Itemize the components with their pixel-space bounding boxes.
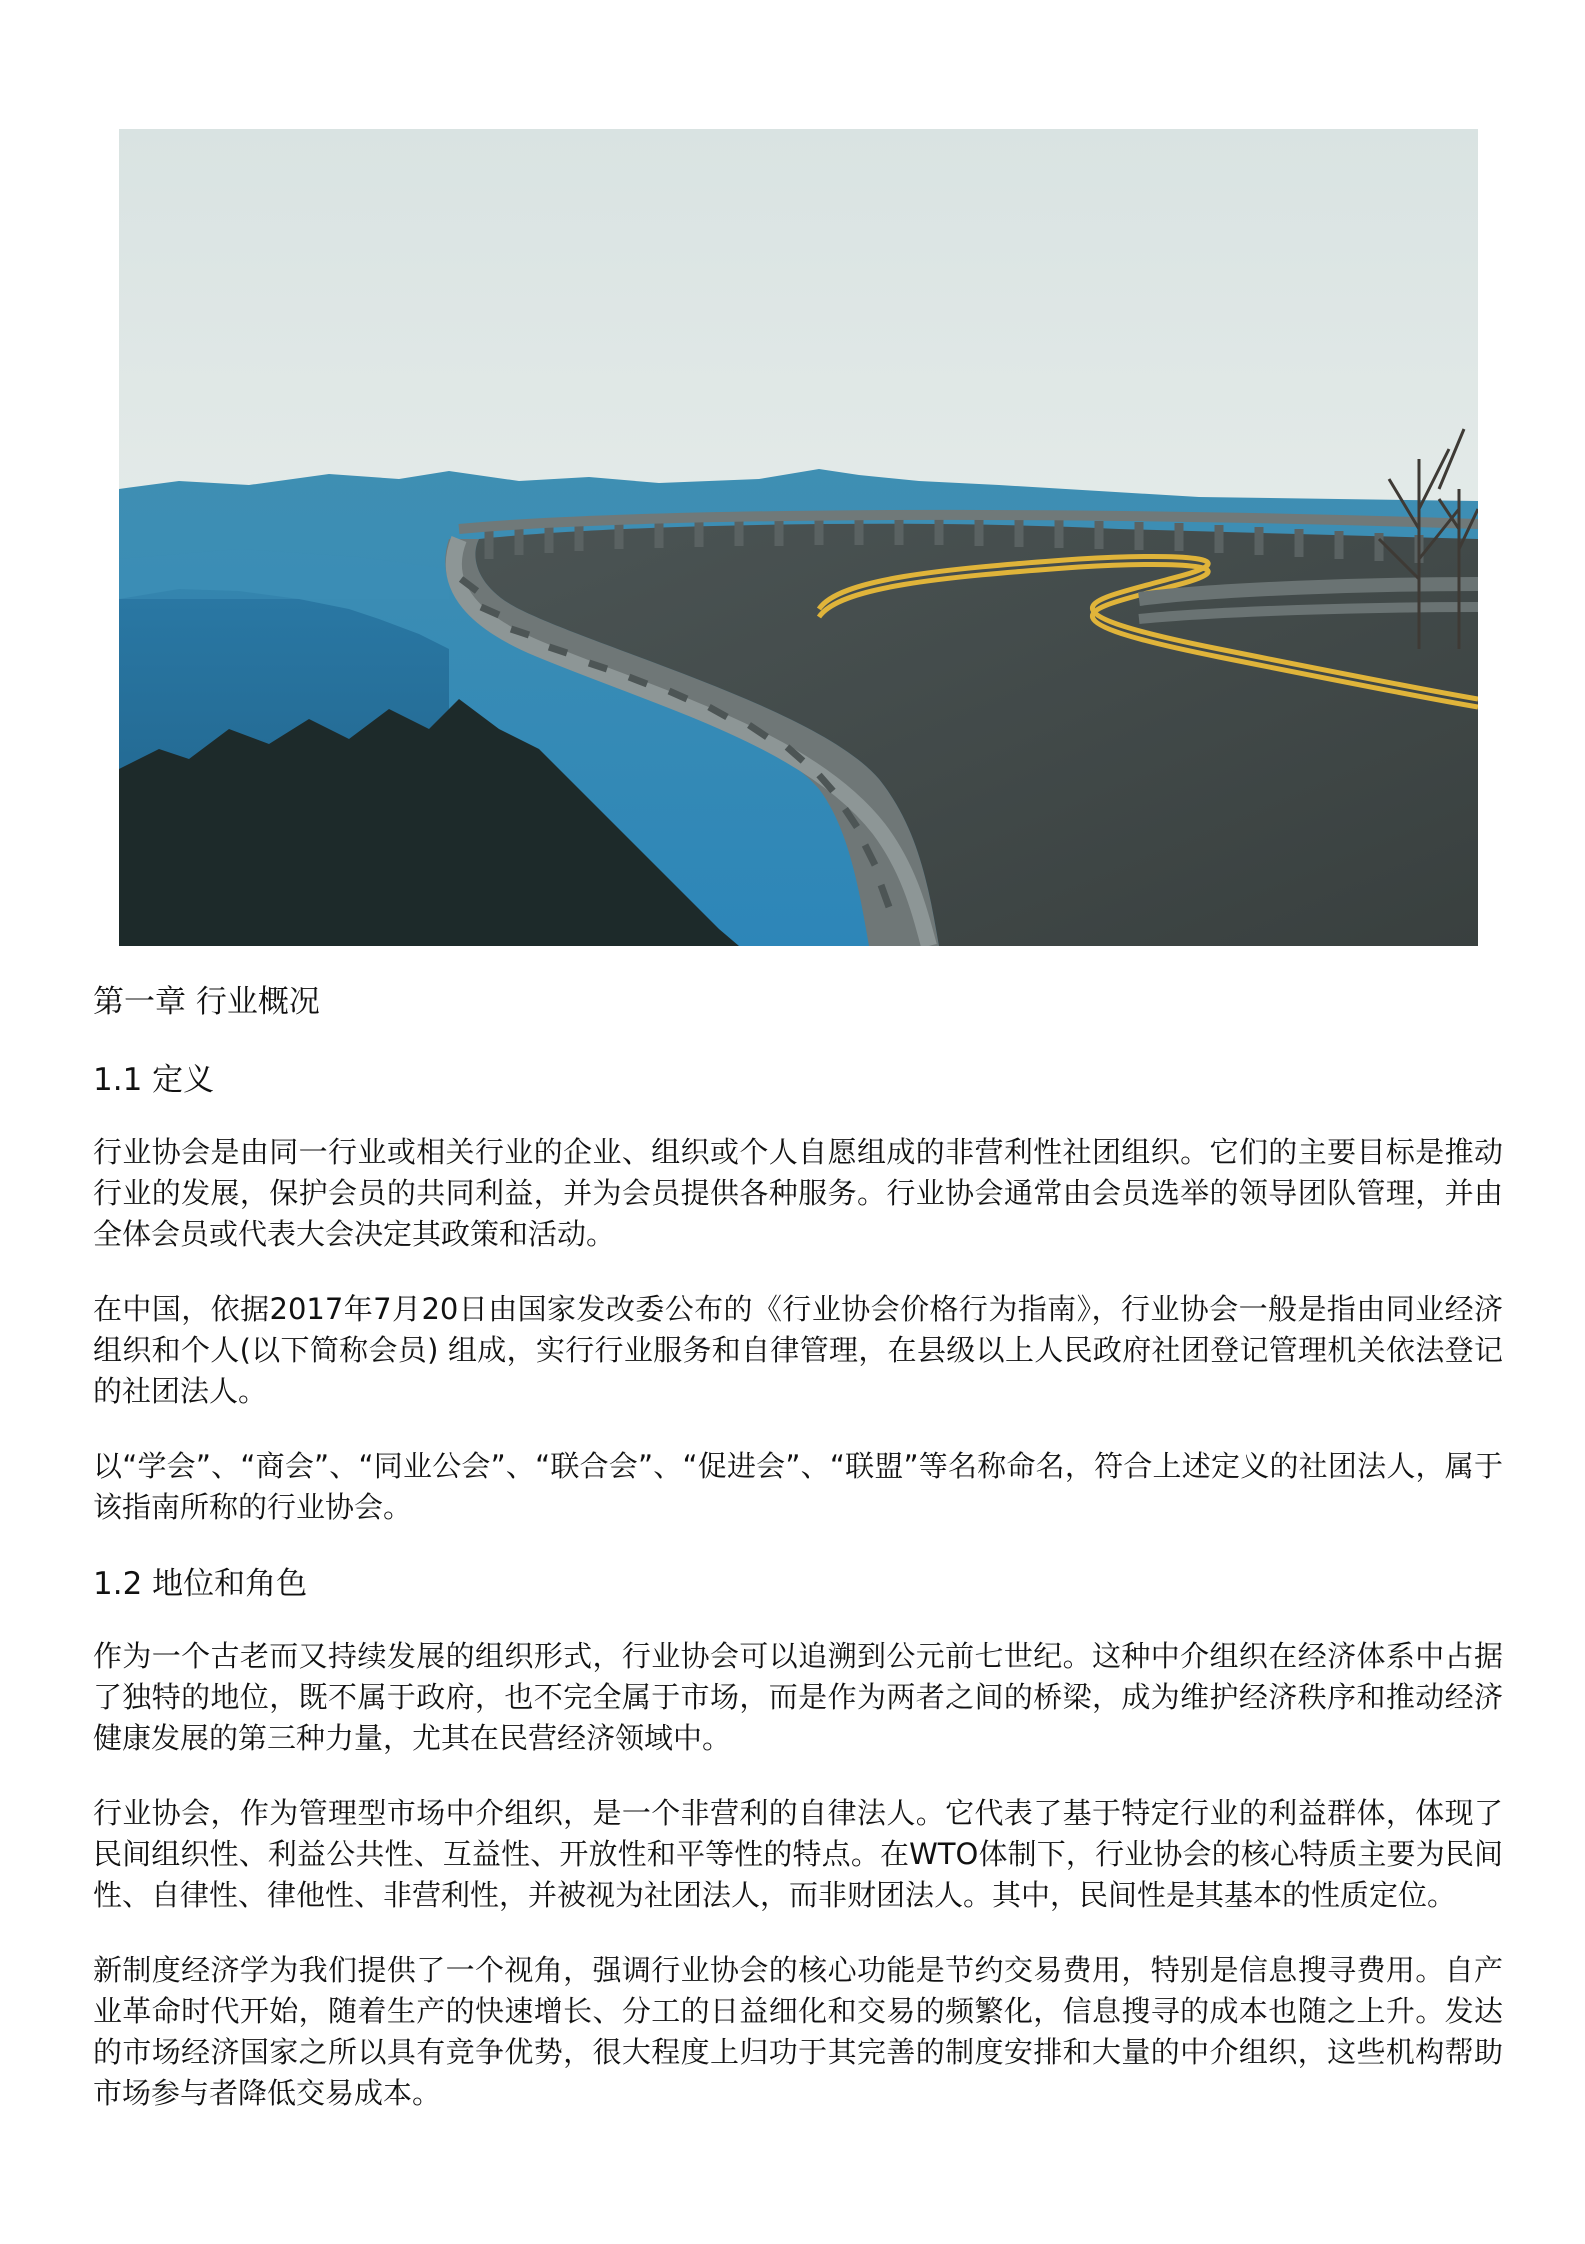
article-content [93, 980, 1503, 2148]
chapter-title: 第一章 行业概况 [93, 984, 320, 1020]
section-heading: 1.1 定义 [93, 1062, 215, 1098]
paragraph: 行业协会是由同一行业或相关行业的企业、组织或个人自愿组成的非营利性社团组织。它们的主要目标是推动行业的发展，保护会员的共同利益，并为会员提供各种服务。行业协会通常由会员选举的领导团队管理，并由全体会员或代表大会决定其政策和活动。 [93, 1135, 1503, 1251]
paragraph: 新制度经济学为我们提供了一个视角，强调行业协会的核心功能是节约交易费用，特别是信息搜寻费用。自产业革命时代开始，随着生产的快速增长、分工的日益细化和交易的频繁化，信息搜寻的成本也随之上升。发达的市场经济国家之所以具有竞争优势，很大程度上归功于其完善的制度安排和大量的中介组织，这些机构帮助市场参与者降低交易成本。 [93, 1953, 1503, 2110]
section-heading: 1.2 地位和角色 [93, 1566, 308, 1602]
paragraph: 作为一个古老而又持续发展的组织形式，行业协会可以追溯到公元前七世纪。这种中介组织在经济体系中占据了独特的地位，既不属于政府，也不完全属于市场，而是作为两者之间的桥梁，成为维护经济秩序和推动经济健康发展的第三种力量，尤其在民营经济领域中。 [93, 1639, 1503, 1755]
paragraph: 在中国，依据2017年7月20日由国家发改委公布的《行业协会价格行为指南》，行业协会一般是指由同业经济组织和个人(以下简称会员) 组成，实行行业服务和自律管理，在县级以上人民政府社团登记管理机关依法登记的社团法人。 [93, 1292, 1503, 1408]
paragraph: 以“学会”、“商会”、“同业公会”、“联合会”、“促进会”、“联盟”等名称命名，符合上述定义的社团法人，属于该指南所称的行业协会。 [93, 1449, 1503, 1524]
mountain-road-photo-icon [119, 129, 1478, 946]
paragraph: 行业协会，作为管理型市场中介组织，是一个非营利的自律法人。它代表了基于特定行业的利益群体，体现了民间组织性、利益公共性、互益性、开放性和平等性的特点。在WTO体制下，行业协会的核心特质主要为民间性、自律性、律他性、非营利性，并被视为社团法人，而非财团法人。其中，民间性是其基本的性质定位。 [93, 1796, 1503, 1912]
hero-image [119, 129, 1478, 946]
